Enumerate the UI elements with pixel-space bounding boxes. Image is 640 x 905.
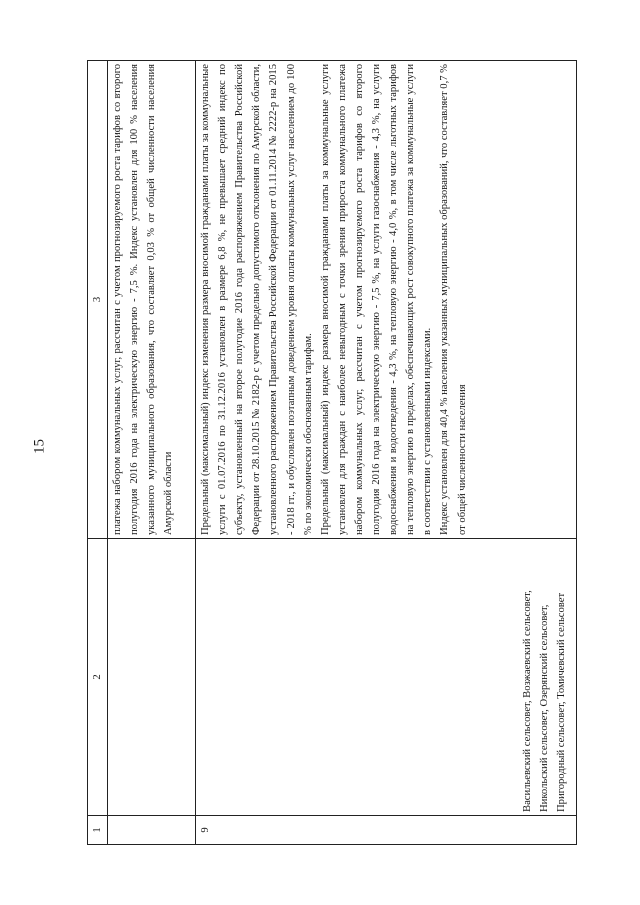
prev-row-territory <box>108 539 196 816</box>
header-col-1: 1 <box>88 816 108 845</box>
row-9-paragraph-1: Предельный (максимальный) индекс изменения размера вносимой гражданами платы за коммунальные услуги с 01.07.2016 по 31.12.2016 установлен в размере 6,8 %, не превышает средний индекс по субъекту, установленный на второе полугодие 2016 года распоряжением Правительства Российской Федерации от 28.10.2015 № 2182-р с учетом предельно допустимого отклонения по Амурской области, установленного распоряжением Правительства Российской Федерации от 01.11.2014 № 2222-р на 2015 - 2018 гг., и обусловлен поэтапным доведением уровня оплаты коммунальных услуг населением до 100 % по экономически обоснованным тарифам. <box>200 64 314 535</box>
row-9-paragraph-3: Индекс установлен для 40,4 % населения указанных муниципальных образований, что составляет 0,7 % от общей численности населения <box>439 64 468 535</box>
document-table <box>87 60 577 845</box>
page-number: 15 <box>31 439 48 454</box>
header-col-2: 2 <box>88 539 108 816</box>
prev-row-num <box>108 816 196 845</box>
table-row-9 <box>196 61 577 845</box>
table-row <box>108 61 196 845</box>
row-9-description <box>196 61 577 539</box>
row-9-territory: Васильевский сельсовет, Возжаевский сельсовет, Никольский сельсовет, Озерянский сельсовет, Пригородный сельсовет, Томичевский сельсовет <box>196 539 577 816</box>
row-9-paragraph-2: Предельный (максимальный) индекс размера вносимой гражданами платы за коммунальные услуги установлен для граждан с наиболее невыгодным с точки зрения прироста коммунального платежа набором коммунальных услуг, рассчитан с учетом прогнозируемого роста тарифов со второго полугодия 2016 года на электрическую энергию - 7,5 %, на услуги газоснабжения - 4,3 %, на услуги водоснабжения и водоотведения - 4,3 %, на тепловую энергию - 4,0 %, в том числе льготных тарифов на тепловую энергию в пределах, обеспечивающих рост совокупного платежа за коммунальные услуги в соответствии с установленными индексами. <box>319 64 434 535</box>
table-header-row <box>88 61 108 845</box>
header-col-3: 3 <box>88 61 108 539</box>
prev-row-text: платежа набором коммунальных услуг, рассчитан с учетом прогнозируемого роста тарифов со второго полугодия 2016 года на электрическую энергию - 7,5 %. Индекс установлен для 100 % населения указанного муниципального образования, что составляет 0,03 % от общей численности населения Амурской области <box>108 61 196 539</box>
row-9-number: 9 <box>196 816 577 845</box>
rotated-page-content <box>87 60 577 845</box>
